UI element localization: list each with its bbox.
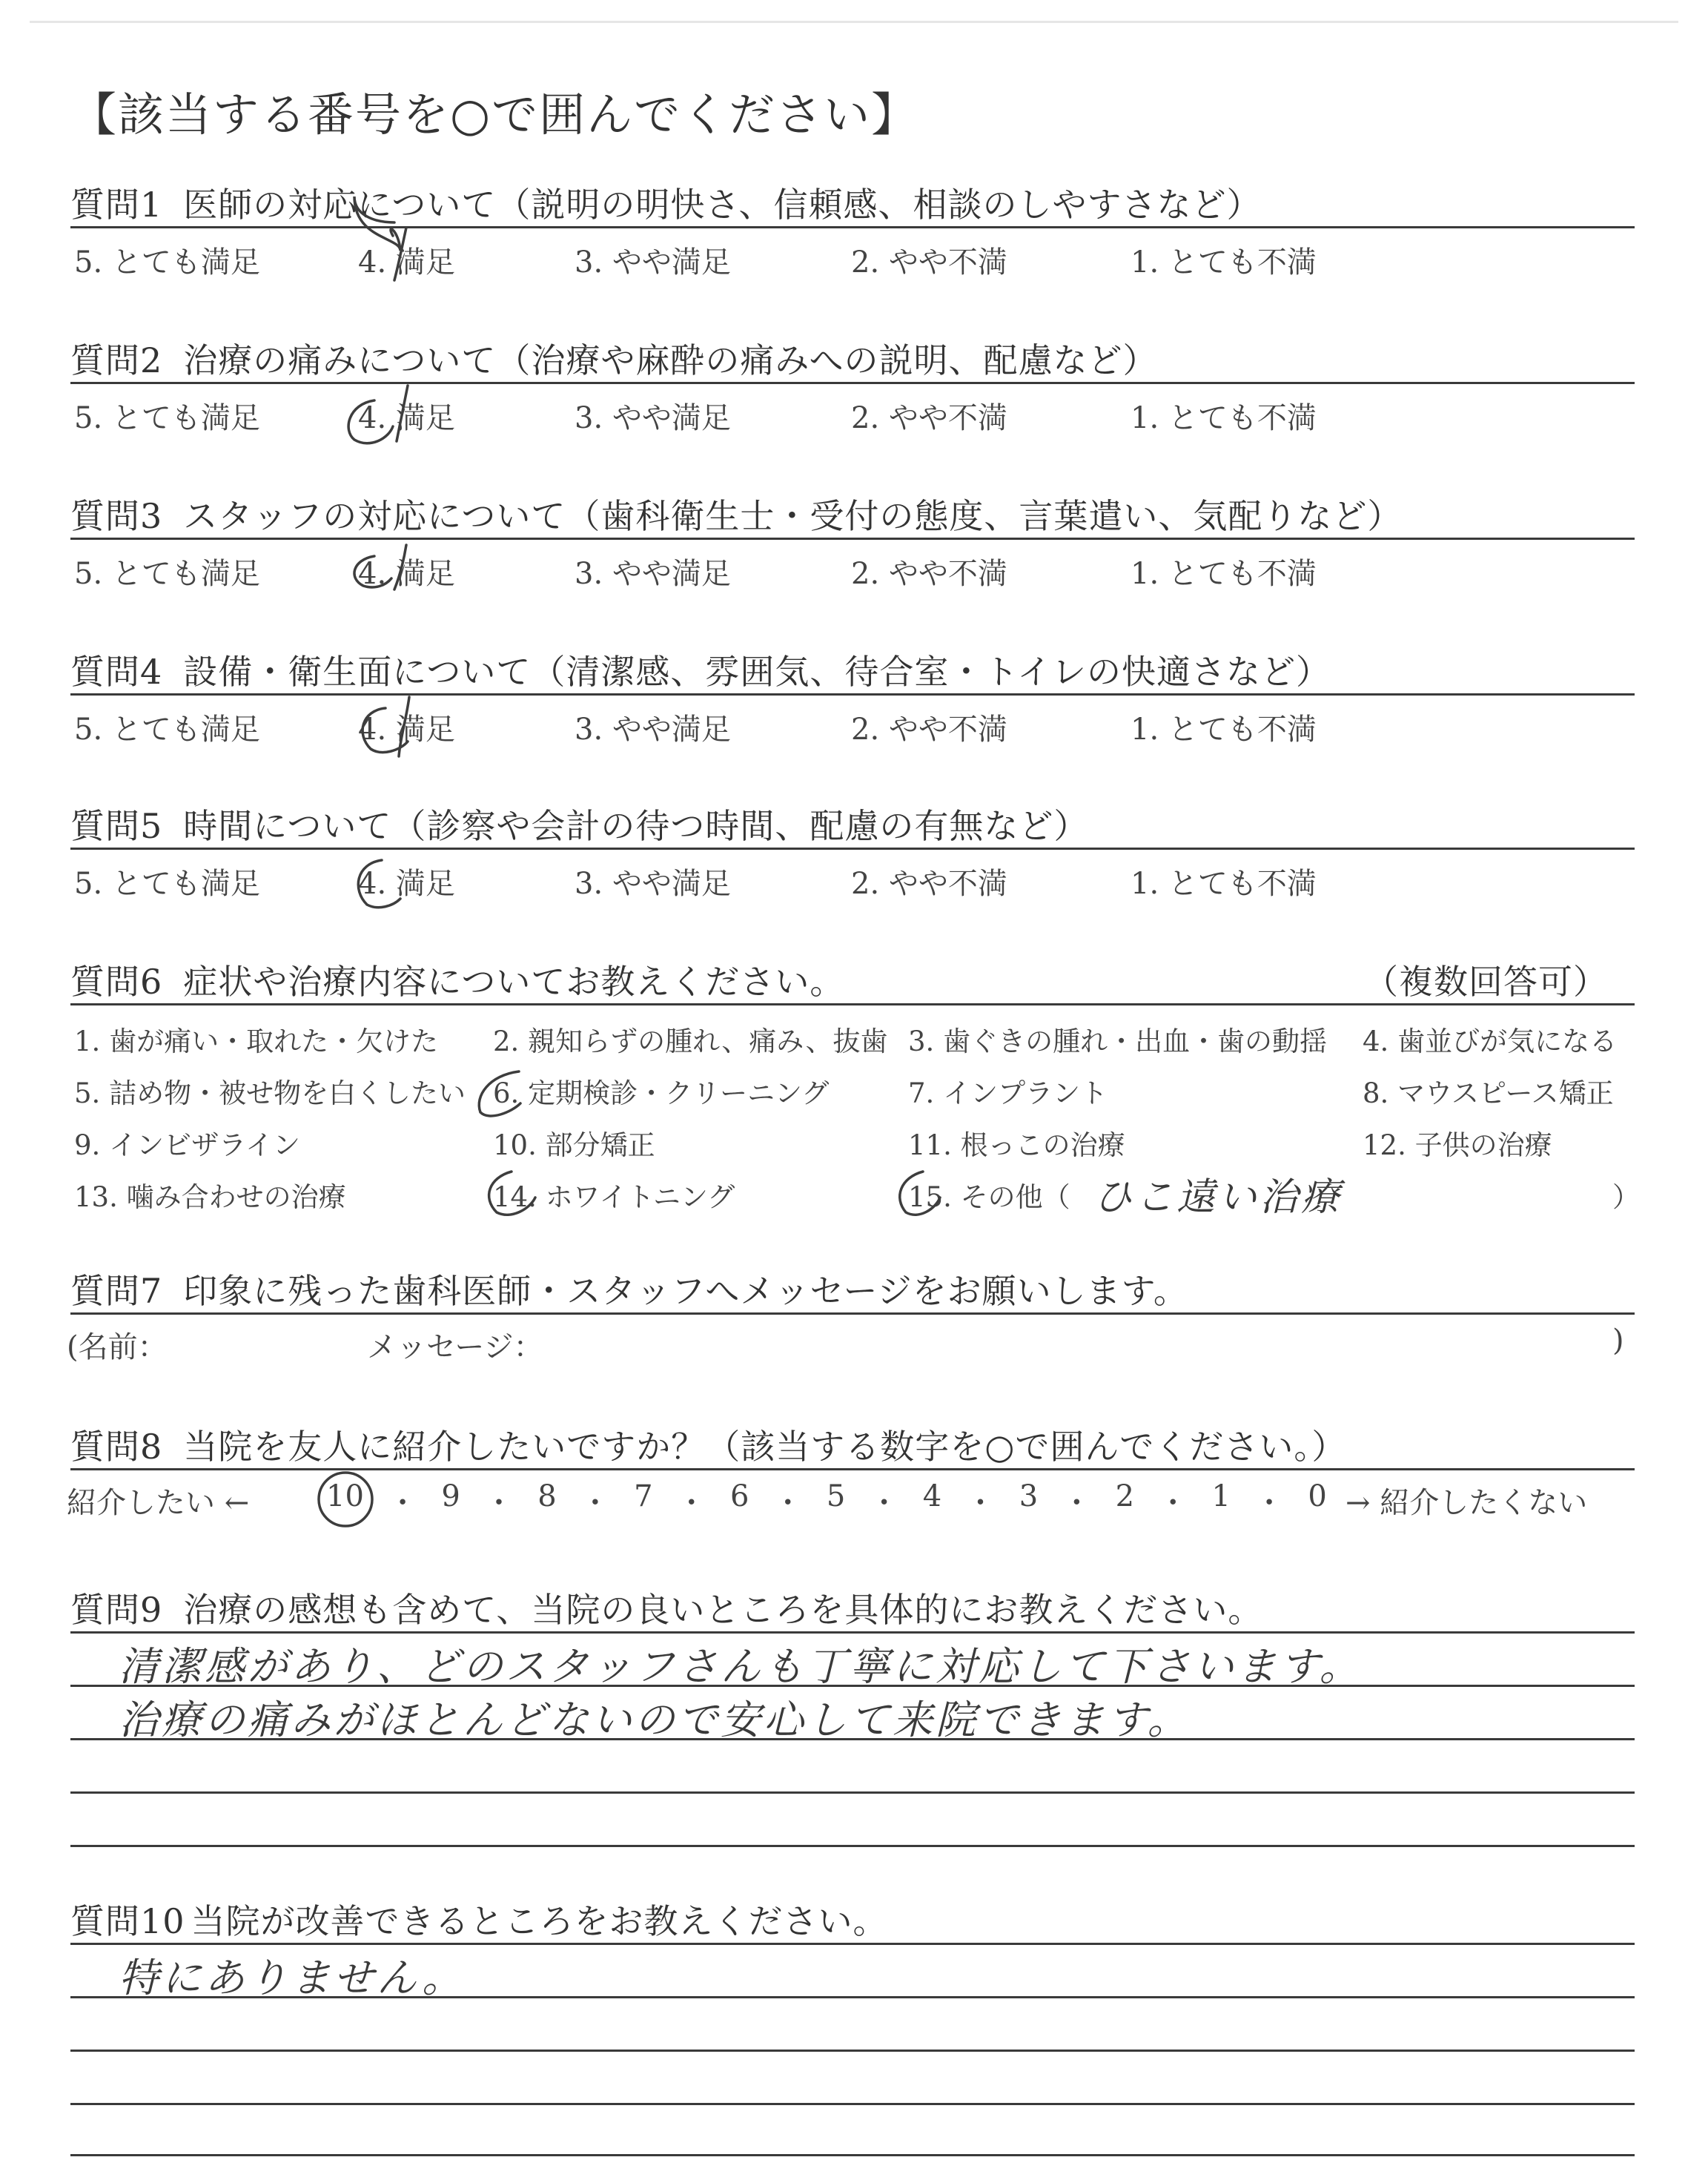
question-6-note: （複数回答可） <box>1364 962 1608 1002</box>
question-9-text: 治療の感想も含めて、当院の良いところを具体的にお教えください。 <box>183 1590 1263 1630</box>
q8-dot: ・ <box>1158 1486 1188 1520</box>
q1-option-3[interactable]: 3. やや満足 <box>575 245 731 280</box>
question-9 <box>70 1583 1262 1632</box>
q6-option-5[interactable]: 5. 詰め物・被せ物を白くしたい <box>74 1077 466 1109</box>
q5-option-1[interactable]: 1. とても不満 <box>1131 867 1317 901</box>
q8-dot: ・ <box>484 1486 514 1520</box>
question-8-number: 質問8 <box>70 1427 163 1467</box>
question-3 <box>70 489 1402 538</box>
q8-score-7[interactable]: 7 <box>634 1479 653 1513</box>
q6-option-2[interactable]: 2. 親知らずの腫れ、痛み、抜歯 <box>493 1025 888 1057</box>
question-5-number: 質問5 <box>70 806 163 846</box>
question-4-rule <box>70 693 1635 696</box>
q8-dot: ・ <box>1062 1486 1092 1520</box>
question-1-text: 医師の対応について（説明の明快さ、信頼感、相談のしやすさなど） <box>183 185 1262 225</box>
q5-option-4[interactable]: 4. 満足 <box>358 867 455 901</box>
q9-line-5 <box>70 1845 1635 1847</box>
q3-option-2[interactable]: 2. やや不満 <box>851 557 1007 591</box>
q3-option-4[interactable]: 4. 満足 <box>358 557 455 591</box>
question-9-number: 質問9 <box>70 1590 163 1630</box>
q6-option-1[interactable]: 1. 歯が痛い・取れた・欠けた <box>74 1025 439 1057</box>
question-2-rule <box>70 382 1635 384</box>
q10-line-1 <box>70 1943 1635 1945</box>
question-2-text: 治療の痛みについて（治療や麻酔の痛みへの説明、配慮など） <box>183 340 1158 380</box>
q8-score-4[interactable]: 4 <box>922 1479 942 1513</box>
question-3-text: スタッフの対応について（歯科衛生士・受付の態度、言葉遣い、気配りなど） <box>183 496 1403 536</box>
q6-option-15[interactable]: 15. その他（ <box>908 1181 1070 1213</box>
q8-score-3[interactable]: 3 <box>1019 1479 1039 1513</box>
q9-line-1 <box>70 1631 1635 1634</box>
q4-option-3[interactable]: 3. やや満足 <box>575 713 731 747</box>
q6-option-11[interactable]: 11. 根っこの治療 <box>908 1129 1125 1161</box>
question-2-number: 質問2 <box>70 340 163 380</box>
q8-left-label: 紹介したい ← <box>67 1486 250 1520</box>
question-5 <box>70 799 1088 848</box>
q4-option-5[interactable]: 5. とても満足 <box>74 713 260 747</box>
question-7 <box>70 1264 1188 1313</box>
q6-option-4[interactable]: 4. 歯並びが気になる <box>1363 1025 1618 1057</box>
question-8-rule <box>70 1468 1635 1470</box>
question-4-text: 設備・衛生面について（清潔感、雰囲気、待合室・トイレの快適さなど） <box>183 652 1331 692</box>
q9-handwritten-answer-1[interactable]: 清潔感があり、どのスタッフさんも丁寧に対応して下さいます。 <box>119 1643 1363 1690</box>
q8-dot: ・ <box>965 1486 996 1520</box>
question-3-rule <box>70 538 1635 540</box>
q1-option-1[interactable]: 1. とても不満 <box>1131 245 1317 280</box>
q6-other-handwritten-answer[interactable]: ひこ遠い治療 <box>1093 1175 1343 1220</box>
q3-option-3[interactable]: 3. やや満足 <box>575 557 731 591</box>
q8-score-6[interactable]: 6 <box>730 1479 749 1513</box>
question-6-number: 質問6 <box>70 962 163 1002</box>
q6-option-10[interactable]: 10. 部分矯正 <box>493 1129 655 1161</box>
q6-option-7[interactable]: 7. インプラント <box>908 1077 1108 1109</box>
q8-dot: ・ <box>1254 1486 1285 1520</box>
q2-option-4[interactable]: 4. 満足 <box>358 401 455 435</box>
question-10-number: 質問10 <box>70 1901 185 1941</box>
q6-option-8[interactable]: 8. マウスピース矯正 <box>1363 1077 1614 1109</box>
q2-option-1[interactable]: 1. とても不満 <box>1131 401 1317 435</box>
q9-handwritten-answer-2[interactable]: 治療の痛みがほとんどないので安心して来院できます。 <box>119 1697 1191 1743</box>
question-7-text: 印象に残った歯科医師・スタッフへメッセージをお願いします。 <box>183 1271 1188 1311</box>
q8-dot: ・ <box>580 1486 610 1520</box>
q8-score-2[interactable]: 2 <box>1115 1479 1135 1513</box>
question-10 <box>70 1895 888 1943</box>
q10-line-5 <box>70 2154 1635 2156</box>
q9-line-4 <box>70 1791 1635 1794</box>
question-4-number: 質問4 <box>70 652 163 692</box>
question-6-rule <box>70 1003 1635 1005</box>
q4-option-2[interactable]: 2. やや不満 <box>851 713 1007 747</box>
question-1 <box>70 178 1262 227</box>
q7-message-label[interactable]: メッセージ： <box>367 1330 543 1364</box>
question-7-number: 質問7 <box>70 1271 163 1311</box>
q6-option-12[interactable]: 12. 子供の治療 <box>1363 1129 1552 1161</box>
question-8-text: 当院を友人に紹介したいですか？（該当する数字を○で囲んでください。） <box>183 1427 1347 1467</box>
q10-line-4 <box>70 2103 1635 2105</box>
q7-close-paren: ) <box>1612 1324 1624 1358</box>
q10-line-3 <box>70 2050 1635 2052</box>
q3-option-1[interactable]: 1. とても不満 <box>1131 557 1317 591</box>
question-7-rule <box>70 1312 1635 1315</box>
q1-option-5[interactable]: 5. とても満足 <box>74 245 260 280</box>
q6-option-3[interactable]: 3. 歯ぐきの腫れ・出血・歯の動揺 <box>908 1025 1328 1057</box>
q6-option-6[interactable]: 6. 定期検診・クリーニング <box>493 1077 830 1109</box>
q6-option-13[interactable]: 13. 噛み合わせの治療 <box>74 1181 346 1213</box>
q6-option-14[interactable]: 14. ホワイトニング <box>493 1181 735 1213</box>
question-4 <box>70 645 1331 694</box>
q6-other-close-paren: ） <box>1612 1181 1640 1213</box>
q8-scale <box>326 1479 1327 1521</box>
q6-option-9[interactable]: 9. インビザライン <box>74 1129 300 1161</box>
q10-handwritten-answer-1[interactable]: 特にありません。 <box>119 1955 466 2001</box>
q2-option-3[interactable]: 3. やや満足 <box>575 401 731 435</box>
q5-option-5[interactable]: 5. とても満足 <box>74 867 260 901</box>
question-1-number: 質問1 <box>70 185 163 225</box>
question-8 <box>70 1420 1346 1469</box>
question-6-text: 症状や治療内容についてお教えください。 <box>183 962 845 1002</box>
q8-right-label: → 紹介したくない <box>1345 1486 1588 1520</box>
q2-option-5[interactable]: 5. とても満足 <box>74 401 260 435</box>
q5-option-2[interactable]: 2. やや不満 <box>851 867 1007 901</box>
q5-option-3[interactable]: 3. やや満足 <box>575 867 731 901</box>
q8-score-8[interactable]: 8 <box>537 1479 557 1513</box>
q4-option-4[interactable]: 4. 満足 <box>358 713 455 747</box>
q7-name-label[interactable]: (名前： <box>67 1330 168 1364</box>
q8-dot: ・ <box>676 1486 706 1520</box>
question-3-number: 質問3 <box>70 496 163 536</box>
question-5-text: 時間について（診察や会計の待つ時間、配慮の有無など） <box>183 806 1089 846</box>
question-5-rule <box>70 848 1635 850</box>
page-title: 【該当する番号を○で囲んでください】 <box>70 87 919 142</box>
q8-score-1[interactable]: 1 <box>1211 1479 1231 1513</box>
q8-dot: ・ <box>869 1486 899 1520</box>
q3-option-5[interactable]: 5. とても満足 <box>74 557 260 591</box>
question-1-rule <box>70 226 1635 228</box>
page-top-edge <box>30 21 1678 23</box>
q4-option-1[interactable]: 1. とても不満 <box>1131 713 1317 747</box>
q8-score-10[interactable]: 10 <box>326 1479 364 1513</box>
question-2 <box>70 334 1157 383</box>
q8-dot: ・ <box>388 1486 418 1520</box>
q1-option-4[interactable]: 4. 満足 <box>358 245 455 280</box>
q2-option-2[interactable]: 2. やや不満 <box>851 401 1007 435</box>
q8-score-0[interactable]: 0 <box>1308 1479 1327 1513</box>
question-10-text: 当院が改善できるところをお教えください。 <box>191 1901 888 1941</box>
q1-option-2[interactable]: 2. やや不満 <box>851 245 1007 280</box>
question-6 <box>70 955 844 1004</box>
q8-dot: ・ <box>772 1486 803 1520</box>
q8-score-5[interactable]: 5 <box>826 1479 846 1513</box>
q8-score-9[interactable]: 9 <box>441 1479 460 1513</box>
